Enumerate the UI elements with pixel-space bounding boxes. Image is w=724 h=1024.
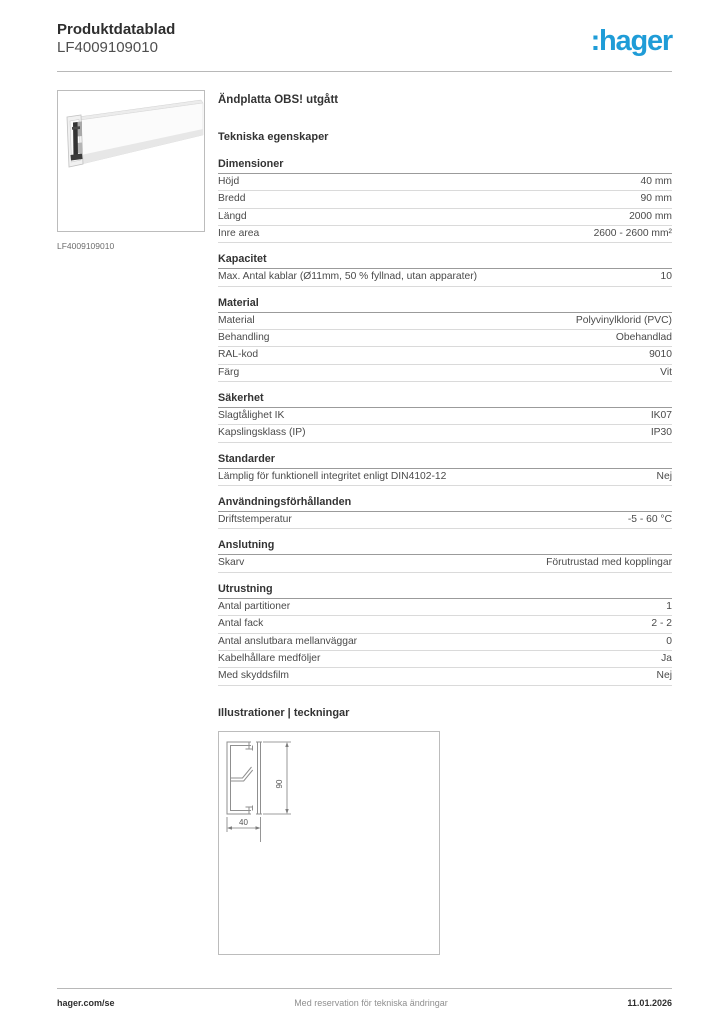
footer-date: 11.01.2026: [627, 998, 672, 1008]
spec-row-value: Vit: [660, 366, 672, 378]
spec-row-value: IK07: [650, 410, 672, 422]
spec-section: [218, 158, 672, 243]
spec-row: [218, 651, 672, 668]
spec-row-label: Slagtålighet IK: [218, 410, 285, 422]
hager-logo: :hager: [590, 25, 672, 57]
cross-section-drawing: [219, 732, 439, 954]
footer-website-link[interactable]: hager.com/se: [57, 998, 115, 1008]
spec-row: [218, 269, 672, 286]
spec-row-label: Höjd: [218, 176, 240, 187]
spec-row-label: Lämplig för funktionell integritet enligt DIN4102-12: [218, 470, 447, 482]
footer-disclaimer: Med reservation för tekniska ändringar: [294, 998, 448, 1008]
spec-row-value: 0: [666, 635, 672, 647]
main-content: [57, 90, 672, 955]
page-footer: [57, 988, 672, 1008]
spec-row-value: IP30: [650, 427, 672, 439]
spec-row-label: Driftstemperatur: [218, 514, 292, 526]
spec-row-label: RAL-kod: [218, 349, 259, 361]
spec-row-label: Skarv: [218, 557, 245, 569]
spec-row-label: Kapslingsklass (IP): [218, 427, 306, 439]
spec-section: [218, 392, 672, 443]
spec-row: [218, 425, 672, 442]
spec-row-value: Obehandlad: [615, 332, 672, 344]
spec-row-value: 2600 - 2600 mm²: [593, 228, 672, 240]
spec-row: [218, 191, 672, 208]
header-titles: [57, 21, 175, 57]
spec-section: [218, 453, 672, 486]
spec-row-value: 2000 mm: [629, 210, 672, 222]
spec-section: [218, 496, 672, 529]
spec-row: [218, 347, 672, 364]
technical-properties-title: Tekniska egenskaper: [218, 131, 329, 143]
header-divider: [57, 71, 672, 72]
spec-row-label: Antal anslutbara mellanväggar: [218, 635, 358, 647]
spec-row-label: Antal partitioner: [218, 600, 291, 612]
spec-row-value: Förutrustad med kopplingar: [546, 557, 672, 569]
spec-section: [218, 253, 672, 286]
spec-section-heading: Säkerhet: [218, 392, 672, 408]
dimension-height-label: 90: [275, 779, 284, 788]
spec-row-value: Nej: [656, 470, 672, 482]
dimension-depth-label: 40: [239, 817, 248, 827]
spec-row-label: Med skyddsfilm: [218, 670, 289, 682]
page-header: [57, 0, 672, 58]
spec-row-value: Polyvinylklorid (PVC): [575, 314, 672, 326]
spec-row-value: 40 mm: [640, 176, 672, 187]
datasheet-page: [57, 0, 672, 955]
spec-row-label: Antal fack: [218, 618, 264, 630]
drawing-frame: [218, 731, 440, 955]
spec-row-value: Nej: [656, 670, 672, 682]
spec-row: [218, 668, 672, 685]
spec-row: [218, 512, 672, 529]
specs-column: [218, 90, 672, 955]
spec-row-label: Bredd: [218, 193, 246, 205]
product-name: Ändplatta OBS! utgått: [218, 94, 339, 106]
spec-section: [218, 297, 672, 382]
product-photo-caption: LF4009109010: [57, 241, 115, 251]
spec-row: [218, 408, 672, 425]
spec-section: [218, 583, 672, 686]
illustrations-title: Illustrationer | teckningar: [218, 706, 350, 719]
product-photo: [58, 91, 204, 231]
spec-row-label: Material: [218, 314, 255, 326]
product-image-column: [57, 90, 205, 955]
spec-row: [218, 226, 672, 243]
spec-row-label: Längd: [218, 210, 247, 222]
spec-section-heading: Standarder: [218, 453, 672, 469]
spec-section-heading: Anslutning: [218, 539, 672, 555]
spec-section: [218, 539, 672, 572]
spec-row-value: 9010: [649, 349, 672, 361]
spec-row: [218, 599, 672, 616]
spec-section-heading: Användningsförhållanden: [218, 496, 672, 512]
spec-row: [218, 313, 672, 330]
spec-row: [218, 616, 672, 633]
spec-row-value: 1: [666, 600, 672, 612]
spec-row-value: 2 - 2: [651, 618, 672, 630]
spec-row: [218, 365, 672, 382]
spec-row: [218, 634, 672, 651]
spec-section-heading: Dimensioner: [218, 158, 672, 174]
spec-row: [218, 209, 672, 226]
spec-row-label: Inre area: [218, 228, 260, 240]
spec-row: [218, 469, 672, 486]
spec-row: [218, 174, 672, 191]
spec-row-label: Behandling: [218, 332, 270, 344]
spec-row-value: 10: [660, 271, 672, 283]
spec-row-label: Färg: [218, 366, 240, 378]
spec-section-heading: Utrustning: [218, 583, 672, 599]
product-photo-frame: [57, 90, 205, 232]
spec-row-label: Kabelhållare medföljer: [218, 652, 321, 664]
spec-section-heading: Kapacitet: [218, 253, 672, 269]
spec-row-label: Max. Antal kablar (Ø11mm, 50 % fyllnad, utan apparater): [218, 271, 478, 283]
spec-row-value: 90 mm: [640, 193, 672, 205]
spec-row: [218, 330, 672, 347]
document-title: Produktdatablad: [57, 21, 176, 38]
tech-sections: [218, 158, 672, 686]
spec-row-value: -5 - 60 °C: [627, 514, 672, 526]
product-number: LF4009109010: [57, 39, 158, 56]
spec-row-value: Ja: [661, 652, 672, 664]
spec-row: [218, 555, 672, 572]
spec-section-heading: Material: [218, 297, 672, 313]
